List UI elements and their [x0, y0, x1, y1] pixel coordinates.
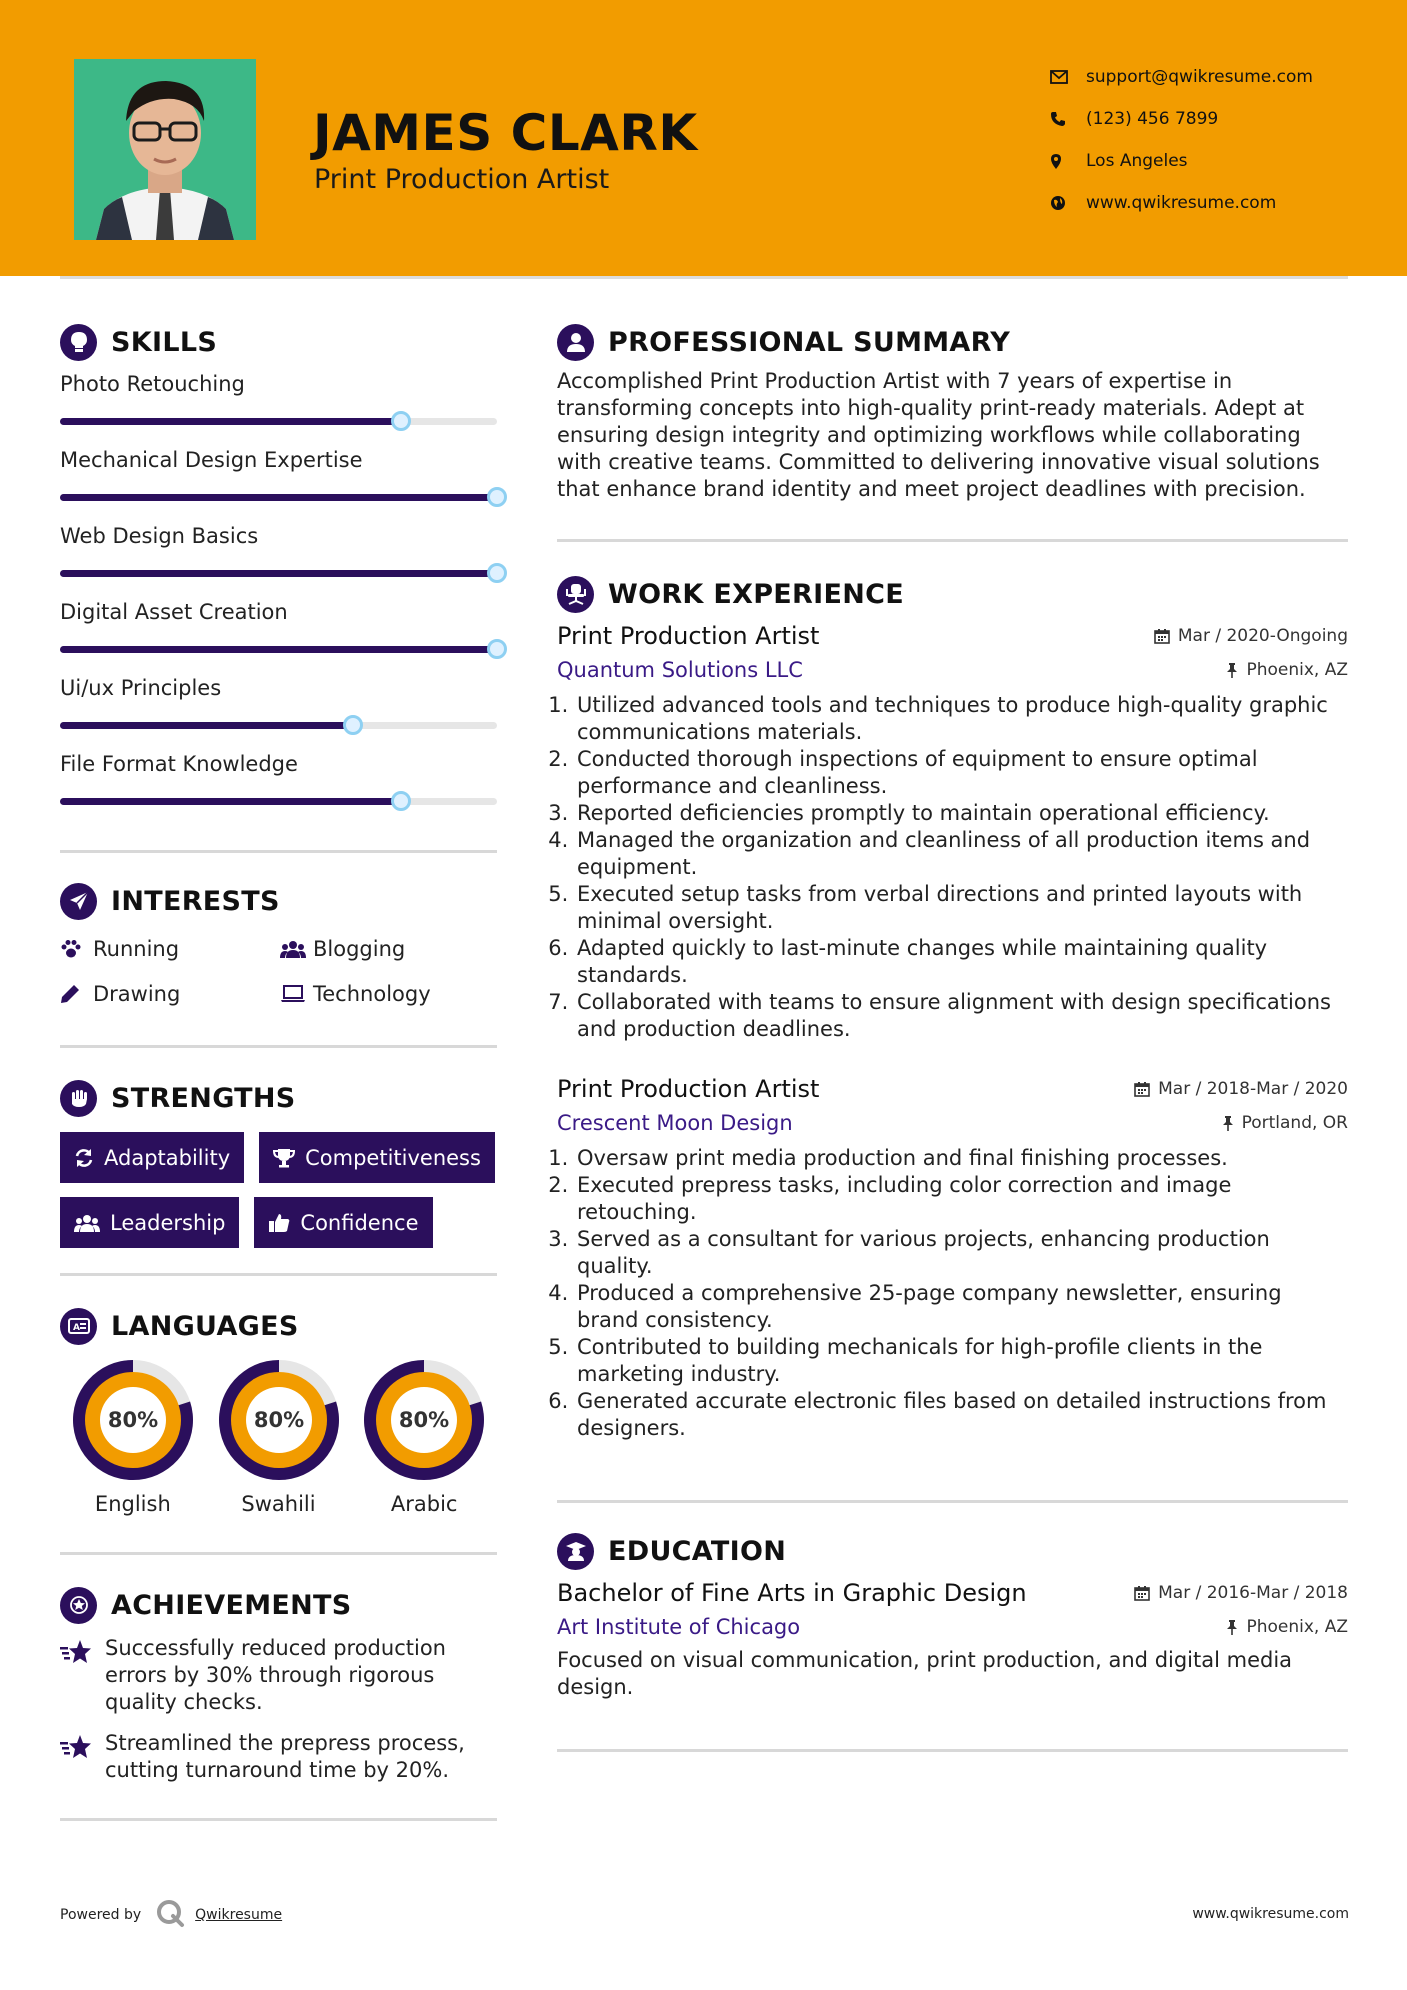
language-proficiency-ring [362, 1358, 486, 1482]
skill-bar-fill [60, 646, 497, 653]
star-badge-icon [60, 1587, 97, 1624]
header-divider [60, 276, 1348, 279]
users-icon [74, 1213, 100, 1233]
skill-slider-knob[interactable] [487, 563, 507, 583]
laptop-icon [280, 985, 313, 1003]
job-date: Mar / 2018-Mar / 2020 [1134, 1079, 1348, 1099]
star-icon [60, 1730, 105, 1784]
list-item: 3. Reported deficiencies promptly to maintain operational efficiency. [575, 800, 1348, 827]
job-entry [557, 1075, 1348, 1442]
language-percent: 80% [253, 1408, 304, 1432]
list-item: 3. Served as a consultant for various projects, enhancing production quality. [575, 1226, 1348, 1280]
skill-item: Mechanical Design Expertise [60, 444, 497, 520]
skill-bar [60, 494, 497, 501]
education-heading: EDUCATION [557, 1531, 1348, 1571]
strength-chip: Leadership [60, 1197, 239, 1248]
list-item: 2. Executed prepress tasks, including color correction and image retouching. [575, 1172, 1348, 1226]
list-item: 5. Contributed to building mechanicals for high-profile clients in the marketing industry. [575, 1334, 1348, 1388]
graduate-icon [557, 1533, 594, 1570]
education-date: Mar / 2016-Mar / 2018 [1134, 1583, 1348, 1603]
summary-text: Accomplished Print Production Artist with 7 years of expertise in transforming concepts into high-quality print-ready materials. Adept at ensuring design integrity and optimizing workflows while collaborating with creative teams. Committed to delivering innovative visual solutions that enhance brand identity and meet project deadlines with precision. [557, 369, 1320, 501]
language-item: 80% Swahili [206, 1358, 352, 1516]
user-icon [557, 324, 594, 361]
pushpin-icon [1226, 662, 1238, 679]
envelope-icon [1050, 70, 1086, 84]
duties-list [557, 692, 1348, 1043]
achievement-item: Successfully reduced production errors by 30% through rigorous quality checks. [60, 1635, 497, 1716]
language-percent: 80% [399, 1408, 450, 1432]
list-item: 6. Generated accurate electronic files based on detailed instructions from designers. [575, 1388, 1348, 1442]
star-icon [60, 1635, 105, 1716]
achievements-list [60, 1635, 497, 1784]
interest-item: Blogging [280, 933, 497, 964]
strengths-list [60, 1132, 497, 1248]
section-divider [60, 850, 497, 853]
job-date: Mar / 2020-Ongoing [1154, 626, 1348, 646]
school-name: Art Institute of Chicago [557, 1615, 801, 1639]
interests-heading: INTERESTS [60, 881, 497, 921]
skill-slider-knob[interactable] [487, 639, 507, 659]
skill-item: Digital Asset Creation [60, 596, 497, 672]
office-chair-icon [557, 576, 594, 613]
skill-bar [60, 570, 497, 577]
skill-item: File Format Knowledge [60, 748, 497, 824]
contact-location: Los Angeles [1050, 140, 1313, 182]
qwikresume-logo-icon [155, 1898, 185, 1932]
degree-title: Bachelor of Fine Arts in Graphic Design [557, 1579, 1027, 1607]
education-entry [557, 1579, 1348, 1701]
right-column [557, 300, 1348, 1752]
footer-branding [60, 1898, 282, 1932]
skill-bar [60, 646, 497, 653]
languages-heading: A LANGUAGES [60, 1306, 497, 1346]
fist-icon [60, 1080, 97, 1117]
profile-photo [74, 59, 256, 240]
contact-list [1050, 56, 1313, 224]
job-title: Print Production Artist [557, 1075, 820, 1103]
skill-bar-fill [60, 494, 497, 501]
section-divider [60, 1273, 497, 1276]
languages-list [60, 1358, 497, 1516]
list-item: 4. Managed the organization and cleanliness of all production items and equipment. [575, 827, 1348, 881]
language-proficiency-ring [71, 1358, 195, 1482]
pencil-icon [60, 984, 93, 1004]
phone-icon [1050, 111, 1086, 127]
interests-list [60, 933, 497, 1009]
summary-heading: PROFESSIONAL SUMMARY [557, 322, 1348, 362]
skills-heading: SKILLS [60, 322, 497, 362]
skill-slider-knob[interactable] [391, 791, 411, 811]
job-title: Print Production Artist [557, 622, 820, 650]
list-item: 4. Produced a comprehensive 25-page company newsletter, ensuring brand consistency. [575, 1280, 1348, 1334]
calendar-icon [1154, 628, 1170, 644]
interest-item: Technology [280, 978, 497, 1009]
interest-item: Drawing [60, 978, 280, 1009]
strengths-heading: STRENGTHS [60, 1078, 497, 1118]
skill-item: Photo Retouching [60, 368, 497, 444]
skill-item: Web Design Basics [60, 520, 497, 596]
language-percent: 80% [107, 1408, 158, 1432]
skill-bar-fill [60, 798, 401, 805]
calendar-icon [1134, 1081, 1150, 1097]
language-item: 80% Arabic [351, 1358, 497, 1516]
powered-by-label: Powered by [60, 1907, 142, 1923]
language-item: 80% English [60, 1358, 206, 1516]
company-name: Crescent Moon Design [557, 1111, 793, 1135]
language-icon [60, 1308, 97, 1345]
thumbs-up-icon [268, 1213, 290, 1233]
svg-text:A: A [72, 1323, 80, 1333]
strength-chip: Adaptability [60, 1132, 244, 1183]
footer-website[interactable]: www.qwikresume.com [1192, 1906, 1349, 1922]
contact-email[interactable]: support@qwikresume.com [1050, 56, 1313, 98]
candidate-name: JAMES CLARK [313, 104, 698, 162]
calendar-icon [1134, 1585, 1150, 1601]
job-location: Portland, OR [1222, 1113, 1348, 1133]
skill-bar [60, 722, 497, 729]
skill-bar [60, 798, 497, 805]
left-column [60, 300, 497, 1821]
list-item: 1. Utilized advanced tools and techniques to produce high-quality graphic communications materials. [575, 692, 1348, 746]
list-item: 1. Oversaw print media production and final finishing processes. [575, 1145, 1348, 1172]
pushpin-icon [1226, 1619, 1238, 1636]
section-divider [557, 539, 1348, 542]
list-item: 5. Executed setup tasks from verbal directions and printed layouts with minimal oversight. [575, 881, 1348, 935]
job-location: Phoenix, AZ [1226, 660, 1348, 680]
paper-plane-icon [60, 883, 97, 920]
section-divider [557, 1749, 1348, 1752]
trophy-icon [273, 1148, 295, 1168]
map-pin-icon [1050, 153, 1086, 170]
skill-slider-knob[interactable] [487, 487, 507, 507]
list-item: 2. Conducted thorough inspections of equipment to ensure optimal performance and cleanliness. [575, 746, 1348, 800]
list-item: 6. Adapted quickly to last-minute changes while maintaining quality standards. [575, 935, 1348, 989]
education-location: Phoenix, AZ [1226, 1617, 1348, 1637]
skill-slider-knob[interactable] [343, 715, 363, 735]
qwikresume-link[interactable]: Qwikresume [195, 1907, 283, 1923]
experience-heading: WORK EXPERIENCE [557, 574, 1348, 614]
strength-chip: Confidence [254, 1197, 432, 1248]
skill-bar [60, 418, 497, 425]
duties-list [557, 1145, 1348, 1442]
section-divider [557, 1500, 1348, 1503]
pushpin-icon [1222, 1115, 1234, 1132]
skill-bar-fill [60, 418, 401, 425]
contact-website[interactable]: www.qwikresume.com [1050, 182, 1313, 224]
skill-bar-fill [60, 570, 497, 577]
section-divider [60, 1818, 497, 1821]
candidate-role: Print Production Artist [314, 164, 610, 195]
strength-chip: Competitiveness [259, 1132, 495, 1183]
globe-icon [1050, 195, 1086, 211]
skill-bar-fill [60, 722, 353, 729]
achievements-heading: ACHIEVEMENTS [60, 1585, 497, 1625]
lightbulb-icon [60, 324, 97, 361]
paw-icon [60, 939, 93, 959]
users-icon [280, 939, 313, 959]
achievement-item: Streamlined the prepress process, cutting turnaround time by 20%. [60, 1730, 497, 1784]
skill-item: Ui/ux Principles [60, 672, 497, 748]
company-name: Quantum Solutions LLC [557, 658, 803, 682]
refresh-icon [74, 1148, 94, 1168]
skill-slider-knob[interactable] [391, 411, 411, 431]
list-item: 7. Collaborated with teams to ensure alignment with design specifications and production deadlines. [575, 989, 1348, 1043]
section-divider [60, 1552, 497, 1555]
education-description: Focused on visual communication, print production, and digital media design. [557, 1648, 1293, 1699]
section-divider [60, 1045, 497, 1048]
job-entry [557, 622, 1348, 1043]
contact-phone[interactable]: (123) 456 7899 [1050, 98, 1313, 140]
language-proficiency-ring [217, 1358, 341, 1482]
interest-item: Running [60, 933, 280, 964]
resume-header [0, 0, 1407, 276]
skills-list [60, 368, 497, 824]
